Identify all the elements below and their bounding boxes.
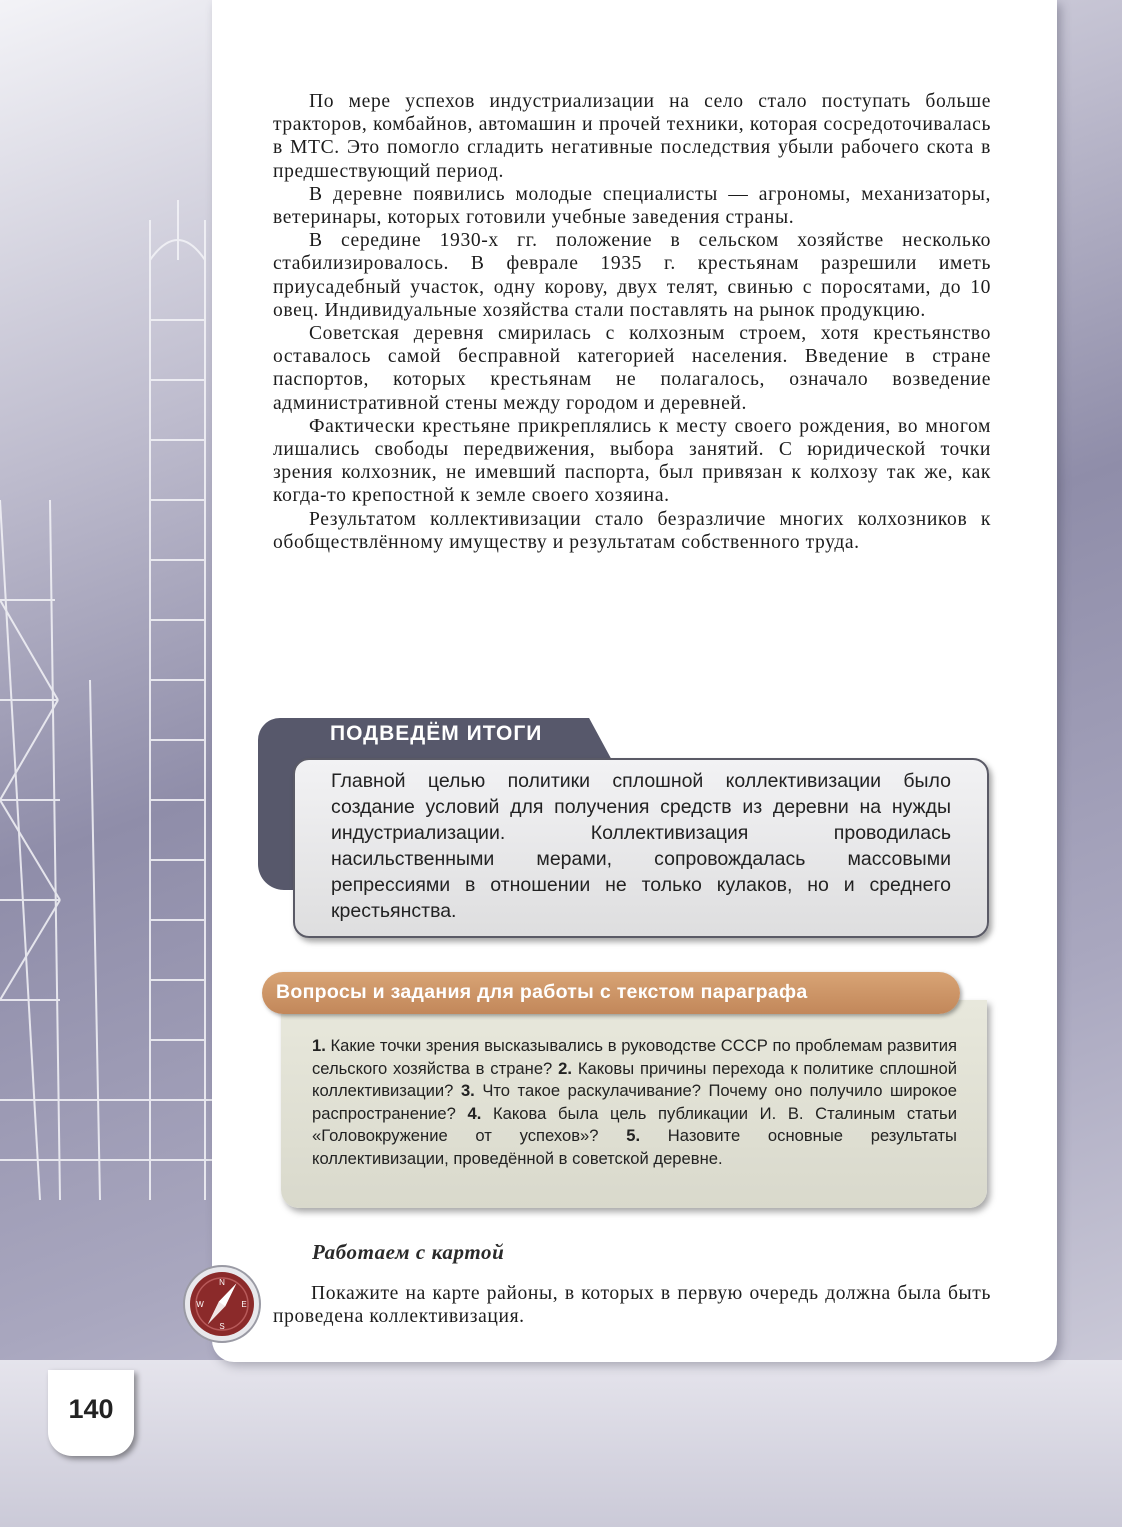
question-number: 3. xyxy=(460,1081,475,1101)
map-task-text xyxy=(273,1282,991,1328)
rocket-tower-illustration xyxy=(0,200,220,1380)
paragraph: В середине 1930-х гг. положение в сельском хозяйстве несколько стабилизировалось. В феврале 1935 г. крестьянам разрешили иметь приусадебный участок, одну корову, двух телят, свинью с поросятами, до 10 овец. Индивидуальные хозяйства стали поставлять на рынок продукцию. xyxy=(273,230,991,321)
compass-icon xyxy=(181,1263,263,1345)
map-task-heading: Работаем с картой xyxy=(312,1240,505,1264)
question-number: 2. xyxy=(558,1058,572,1078)
compass-letter-e: E xyxy=(241,1300,247,1309)
page-number: 140 xyxy=(68,1394,114,1424)
paragraph: По мере успехов индустриализации на село стало поступать больше тракторов, комбайнов, автомашин и прочей техники, которая сосредоточивалась в МТС. Это помогло сгладить негативные последствия убыли рабочего скота в предшествующий период. xyxy=(273,91,991,182)
question-number: 4. xyxy=(467,1103,482,1123)
question-text: Назовите основные результаты коллективизации, проведённой в советской деревне. xyxy=(312,1126,957,1168)
map-task-paragraph: Покажите на карте районы, в которых в первую очередь должна была быть проведена коллективизация. xyxy=(273,1283,991,1328)
paragraph: В деревне появились молодые специалисты — агрономы, механизаторы, ветеринары, которых готовили учебные заведения страны. xyxy=(273,183,991,229)
question-text: Каковы причины перехода к политике сплошной коллективизации? xyxy=(312,1058,957,1101)
question-number: 1. xyxy=(312,1036,326,1055)
questions-title: Вопросы и задания для работы с текстом параграфа xyxy=(276,981,808,1003)
summary-title: ПОДВЕДЁМ ИТОГИ xyxy=(330,722,543,745)
compass-letter-w: W xyxy=(196,1300,204,1309)
compass-letter-n: N xyxy=(219,1278,225,1287)
question-text: Какова была цель публикации И. В. Сталиным статьи «Головокружение от успехов»? xyxy=(312,1103,957,1146)
question-number: 5. xyxy=(626,1126,641,1146)
paragraph: Фактически крестьяне прикреплялись к месту своего рождения, во многом лишались свободы передвижения, выбора занятий. С юридической точки зрения колхозник, не имевший паспорта, был привязан к колхозу так же, как когда-то крепостной к земле своего хозяина. xyxy=(273,415,991,507)
page-background-bottom xyxy=(0,1360,1122,1527)
paragraph: Советская деревня смирилась с колхозным строем, хотя крестьянство оставалось самой бесправной категорией населения. Введение в стране паспортов, которых крестьянам не полагалось, означало возведение административной стены между городом и деревней. xyxy=(273,323,991,414)
questions-list xyxy=(312,1035,957,1171)
question-text: Что такое раскулачивание? Почему оно получило широкое распространение? xyxy=(312,1081,957,1123)
summary-text: Главной целью политики сплошной коллективизации было создание условий для получения средств из деревни на нужды индустриализации. Коллективизация проводилась насильственными мерами, сопровождалась массовыми репрессиями в отношении не только кулаков, но и среднего крестьянства. xyxy=(331,770,951,922)
main-text xyxy=(273,90,991,554)
question-text: Какие точки зрения высказывались в руководстве СССР по проблемам развития сельского хозяйства в стране? xyxy=(312,1036,957,1078)
paragraph: Результатом коллективизации стало безразличие многих колхозников к обобществлённому имуществу и результатам собственного труда. xyxy=(273,508,991,553)
compass-letter-s: S xyxy=(219,1322,225,1331)
